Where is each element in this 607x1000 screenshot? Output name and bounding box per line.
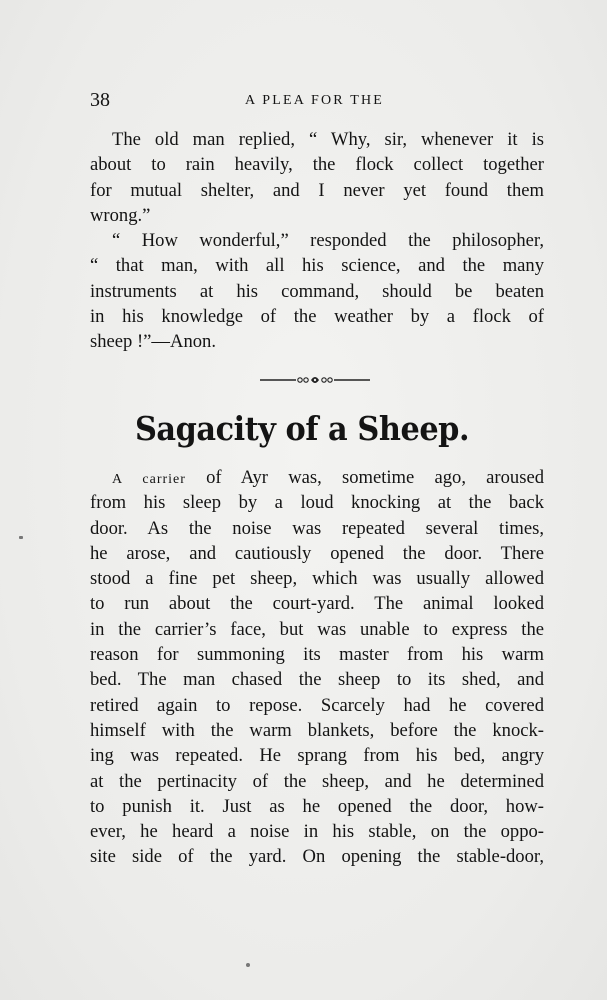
text-line: “ that man, with all his science, and the many [90, 255, 544, 277]
text-line: site side of the yard. On opening the stable-door, [90, 846, 544, 868]
text-line: sheep !”—Anon. [90, 331, 216, 353]
text-line: The old man replied, “ Why, sir, whenever it is [112, 129, 544, 150]
text-line: himself with the warm blankets, before the knock- [90, 719, 544, 741]
text-line: in the carrier’s face, but was unable to express the [90, 618, 544, 640]
lead-words: A carrier [112, 472, 186, 487]
page-header [90, 88, 544, 112]
bottom-mark [246, 963, 250, 967]
text-line: to run about the court-yard. The animal looked [90, 593, 544, 615]
text-line: stood a fine pet sheep, which was usually allowed [90, 568, 544, 590]
text-line: “ How wonderful,” responded the philosopher, [112, 230, 544, 251]
text-line: ever, he heard a noise in his stable, on the oppo- [90, 821, 544, 843]
running-head: A PLEA FOR THE [245, 93, 385, 108]
text-line: reason for summoning its master from his warm [90, 644, 544, 666]
first-line-rest: of Ayr was, sometime ago, aroused [185, 467, 544, 488]
section-body [90, 465, 544, 870]
text-line: in his knowledge of the weather by a flock of [90, 305, 544, 327]
text-line: instruments at his command, should be beaten [90, 280, 544, 302]
section-title: Sagacity of a Sheep. [134, 409, 470, 448]
quote-paragraph-2 [90, 228, 544, 354]
text-line: he arose, and cautiously opened the door. There [90, 542, 544, 564]
text-line: from his sleep by a loud knocking at the back [90, 492, 544, 514]
text-line: wrong.” [90, 204, 151, 226]
section-divider-ornament [260, 373, 370, 387]
text-line: at the pertinacity of the sheep, and he determined [90, 770, 544, 792]
text-line: about to rain heavily, the flock collect together [90, 154, 544, 176]
text-line: bed. The man chased the sheep to its shed, and [90, 669, 544, 691]
text-line: door. As the noise was repeated several times, [90, 517, 544, 539]
margin-mark [19, 536, 23, 539]
text-line: for mutual shelter, and I never yet found them [90, 179, 544, 201]
text-line: retired again to repose. Scarcely had he covered [90, 694, 544, 716]
text-line [90, 465, 544, 490]
page-number: 38 [90, 89, 110, 111]
quote-paragraph [90, 127, 544, 228]
text-line: ing was repeated. He sprang from his bed, angry [90, 745, 544, 767]
text-line: to punish it. Just as he opened the door, how- [90, 795, 544, 817]
